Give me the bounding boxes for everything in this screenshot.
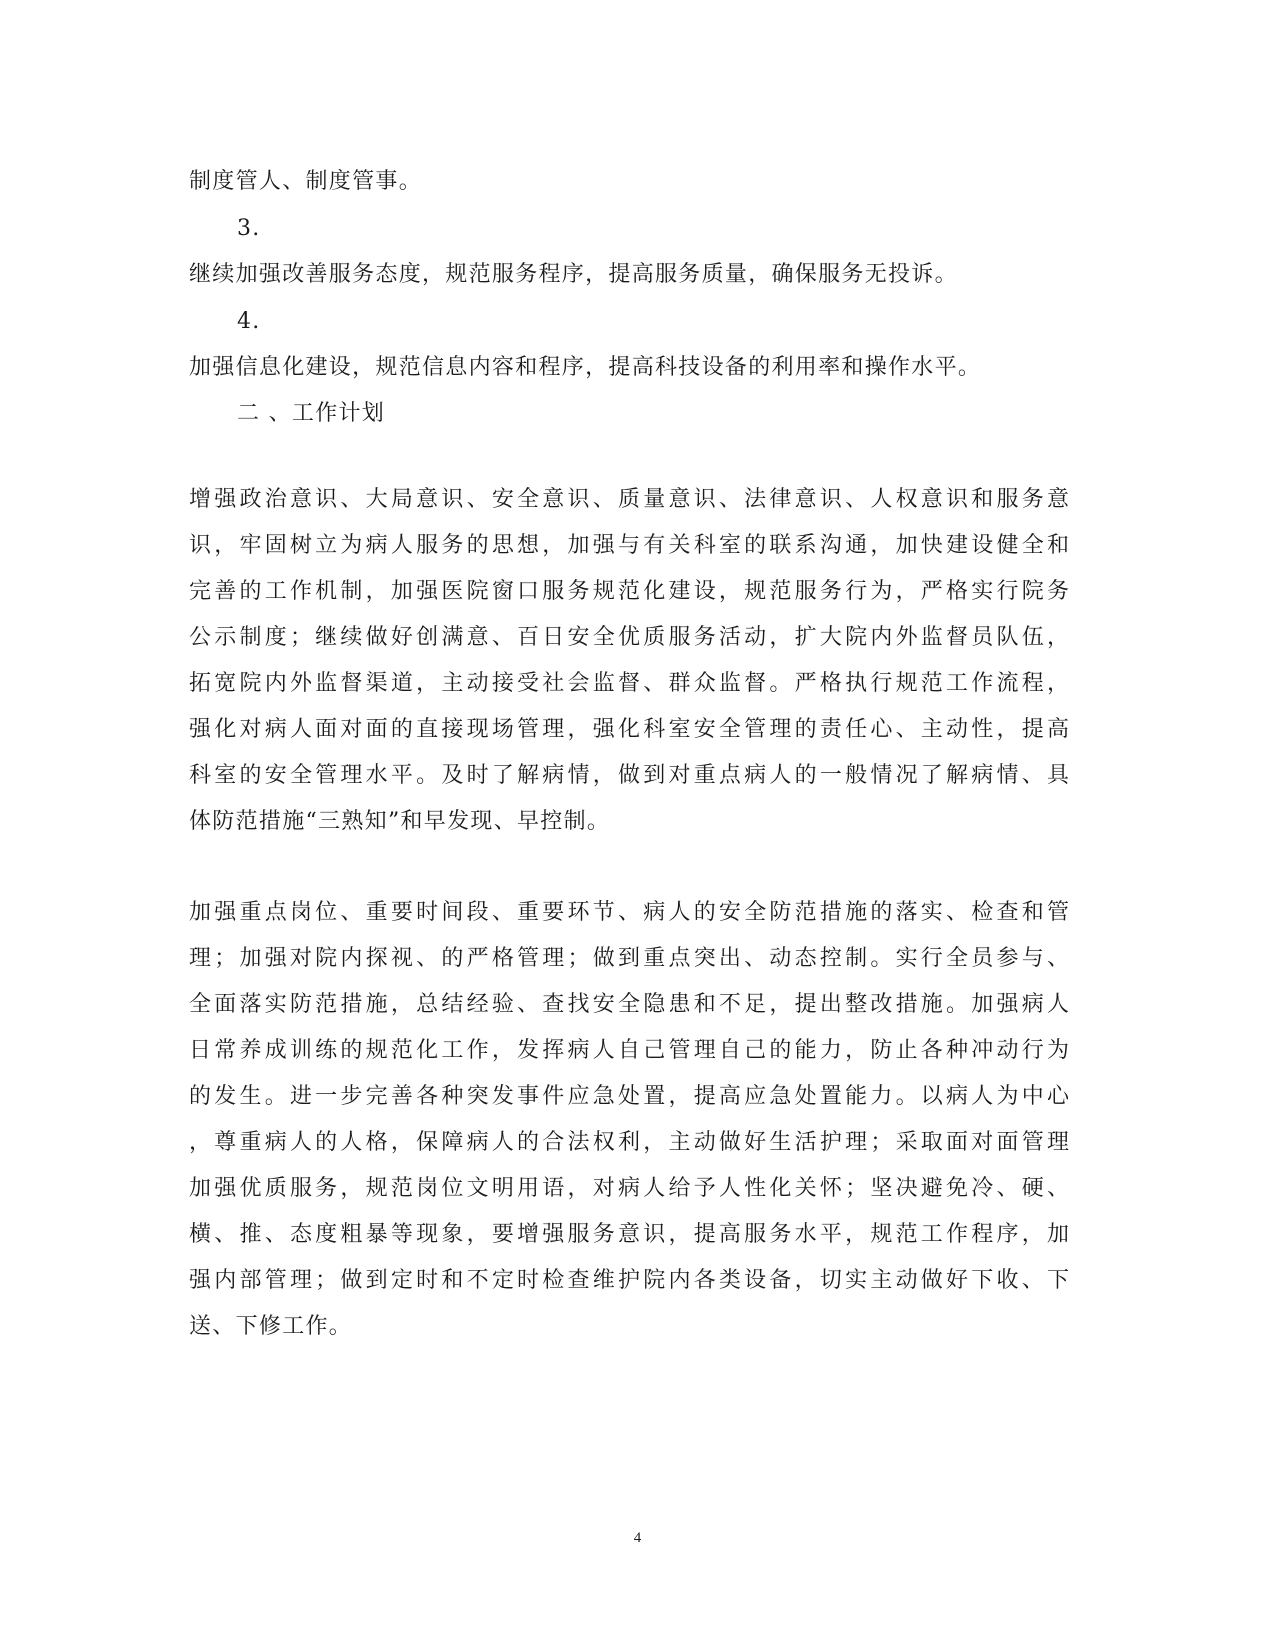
page-number: 4 (633, 1530, 642, 1546)
continued-text: 制度管人、制度管事。 (189, 169, 423, 194)
paragraph-line: 加强重点岗位、重要时间段、重要环节、病人的安全防范措施的落实、检查和管 (189, 900, 1069, 925)
paragraph-line: 增强政治意识、大局意识、安全意识、质量意识、法律意识、人权意识和服务意 (189, 487, 1069, 512)
paragraph-line: 的发生。进一步完善各种突发事件应急处置，提高应急处置能力。以病人为中心 (189, 1084, 1069, 1109)
paragraph-line: 体防范措施“三熟知”和早发现、早控制。 (189, 809, 611, 834)
paragraph-line: 科室的安全管理水平。及时了解病情，做到对重点病人的一般情况了解病情、具 (189, 763, 1069, 788)
item-number-3: 3. (237, 216, 261, 241)
paragraph-line: 强化对病人面对面的直接现场管理，强化科室安全管理的责任心、主动性，提高 (189, 717, 1069, 742)
item-text-3: 继续加强改善服务态度，规范服务程序，提高服务质量，确保服务无投诉。 (189, 262, 958, 287)
paragraph-line: 完善的工作机制，加强医院窗口服务规范化建设，规范服务行为，严格实行院务 (189, 579, 1069, 604)
paragraph-line: 加强优质服务，规范岗位文明用语，对病人给予人性化关怀；坚决避免冷、硬、 (189, 1176, 1069, 1201)
paragraph-line: 拓宽院内外监督渠道，主动接受社会监督、群众监督。严格执行规范工作流程， (189, 671, 1069, 696)
paragraph-line: 强内部管理；做到定时和不定时检查维护院内各类设备，切实主动做好下收、下 (189, 1268, 1069, 1293)
paragraph-line: 日常养成训练的规范化工作，发挥病人自己管理自己的能力，防止各种冲动行为 (189, 1038, 1069, 1063)
item-text-4: 加强信息化建设，规范信息内容和程序，提高科技设备的利用率和操作水平。 (189, 355, 982, 380)
paragraph-line: 送、下修工作。 (189, 1314, 353, 1339)
paragraph-line: 公示制度；继续做好创满意、百日安全优质服务活动，扩大院内外监督员队伍， (189, 625, 1069, 650)
paragraph-line: 横、推、态度粗暴等现象，要增强服务意识，提高服务水平，规范工作程序，加 (189, 1222, 1069, 1247)
paragraph-line: 全面落实防范措施，总结经验、查找安全隐患和不足，提出整改措施。加强病人 (189, 992, 1069, 1017)
paragraph-line: 理；加强对院内探视、的严格管理；做到重点突出、动态控制。实行全员参与、 (189, 946, 1069, 971)
item-number-4: 4. (237, 309, 261, 334)
paragraph-line: 识，牢固树立为病人服务的思想，加强与有关科室的联系沟通，加快建设健全和 (189, 533, 1069, 558)
section-heading: 二 、工作计划 (237, 401, 386, 426)
paragraph-line: ，尊重病人的人格，保障病人的合法权利，主动做好生活护理；采取面对面管理 (189, 1130, 1069, 1155)
